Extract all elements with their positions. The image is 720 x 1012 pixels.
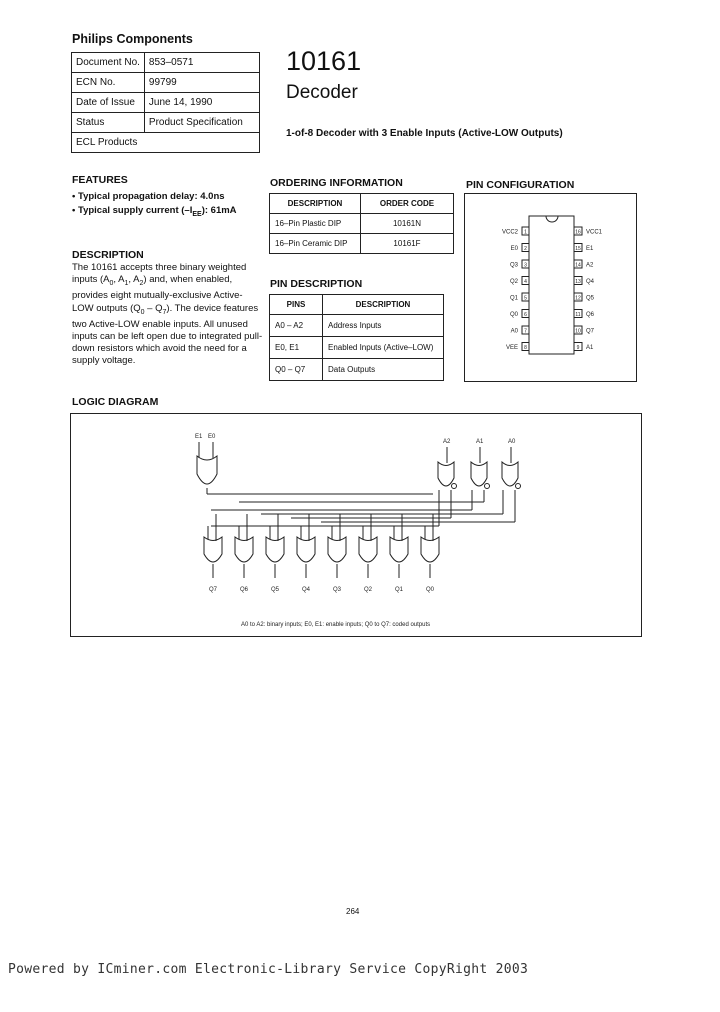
inversion-bubble	[485, 484, 490, 489]
feature-text: ): 61mA	[201, 205, 237, 216]
pin-number: 2	[524, 246, 527, 252]
table-cell: 16–Pin Plastic DIP	[270, 214, 361, 234]
table-cell: 10161N	[361, 214, 454, 234]
pin-number: 12	[575, 295, 581, 302]
logic-caption: A0 to A2: binary inputs; E0, E1: enable inputs; Q0 to Q7: coded outputs	[241, 622, 431, 628]
table-cell: Enabled Inputs (Active–LOW)	[323, 337, 444, 359]
pin-number: 8	[524, 345, 527, 351]
pin-name: Q2	[509, 279, 518, 285]
logic-diagram	[71, 414, 641, 636]
description-fragment: ) and, when enabled, provides eight mutually-exclusive Active-LOW outputs (Q	[72, 274, 243, 314]
doc-label: Date of Issue	[72, 93, 145, 113]
subtitle: 1-of-8 Decoder with 3 Enable Inputs (Active-LOW Outputs)	[286, 128, 563, 139]
pin-number: 6	[524, 312, 527, 318]
logic-heading: LOGIC DIAGRAM	[72, 396, 159, 408]
description-fragment: ). The device features two Active-LOW enable inputs. All unused inputs can be left open due to integrated pull-down resistors which avoid the need for a supply voltage.	[72, 302, 263, 367]
table-row	[270, 315, 444, 337]
subscript: EE	[192, 210, 202, 218]
ic-package	[529, 216, 574, 354]
pin-number: 5	[524, 295, 527, 302]
table-row	[72, 53, 260, 73]
or-gate	[438, 462, 454, 486]
column-header: ORDER CODE	[361, 194, 454, 214]
pin-number: 13	[575, 279, 581, 285]
doc-value: Product Specification	[144, 113, 259, 133]
features-heading: FEATURES	[72, 174, 128, 186]
column-header: DESCRIPTION	[270, 194, 361, 214]
inversion-bubble	[452, 484, 457, 489]
pin-config-box	[464, 193, 637, 382]
footer-copyright: Powered by ICminer.com Electronic-Library Service CopyRight 2003	[8, 962, 529, 977]
address-label: A0	[508, 439, 516, 445]
description-fragment: , A	[113, 274, 125, 286]
pin-config-heading: PIN CONFIGURATION	[466, 179, 575, 191]
pin-description-table	[269, 294, 444, 381]
description-heading: DESCRIPTION	[72, 249, 144, 261]
table-row	[270, 214, 454, 234]
pin-name: Q4	[586, 279, 595, 285]
nor-gate	[266, 537, 284, 562]
doc-value: June 14, 1990	[144, 93, 259, 113]
address-label: A1	[476, 439, 484, 445]
pin-number: 16	[575, 229, 581, 236]
pin-name: Q0	[509, 312, 518, 318]
pin-diagram	[465, 194, 636, 381]
part-number: 10161	[286, 46, 362, 76]
pin-name: VCC1	[586, 229, 603, 236]
output-label: Q6	[240, 587, 249, 593]
pin-number: 11	[575, 312, 581, 318]
pin-name: VCC2	[501, 229, 518, 236]
pin-name: Q7	[586, 328, 595, 335]
pin-number: 4	[524, 279, 527, 285]
description-text: The 10161 accepts three binary weighted inputs ($A_0$, $A_1$, $A_2$) and, when enabled, provides eight mutually-exclusive Active-LOW outputs $(Q_0 - Q_7)$. The device features two Active-LOW enable inputs. All unused inputs can be left open due to integrated pull-down resistors which avoid the need for a supply voltage.	[72, 262, 263, 367]
document-info-table	[71, 52, 260, 153]
pin-name: E1	[586, 246, 594, 252]
table-row	[72, 113, 260, 133]
nor-gate	[204, 537, 222, 562]
table-cell: Data Outputs	[323, 359, 444, 381]
table-cell: 16–Pin Ceramic DIP	[270, 234, 361, 254]
enable-label: E0	[208, 434, 216, 440]
pin-number: 3	[524, 262, 527, 269]
pin-number: 10	[575, 328, 581, 335]
pin-name: A2	[586, 262, 594, 269]
part-name: Decoder	[286, 82, 358, 103]
table-row	[270, 295, 444, 315]
features-list	[72, 190, 237, 222]
table-row	[72, 93, 260, 113]
feature-text: Typical supply current (–I	[77, 205, 193, 216]
table-row	[270, 234, 454, 254]
table-row	[270, 194, 454, 214]
doc-label: ECN No.	[72, 73, 145, 93]
list-item: • Typical propagation delay: 4.0ns	[72, 191, 225, 202]
column-header: DESCRIPTION	[323, 295, 444, 315]
pin-name: Q5	[586, 295, 595, 302]
pin-name: VEE	[505, 345, 518, 351]
doc-value: 853–0571	[144, 53, 259, 73]
pin-number: 7	[524, 328, 527, 335]
table-row	[72, 73, 260, 93]
output-label: Q4	[302, 587, 311, 593]
output-label: Q0	[426, 587, 435, 593]
table-cell: A0 – A2	[270, 315, 323, 337]
product-line: ECL Products	[72, 133, 260, 153]
pin-description-heading: PIN DESCRIPTION	[270, 278, 363, 290]
doc-label: Status	[72, 113, 145, 133]
pin-name: A1	[586, 345, 594, 351]
description-fragment: – Q	[144, 302, 163, 314]
list-item: • Typical supply current $(-I_{EE})$: 61mA	[72, 205, 237, 218]
description-fragment: , A	[128, 274, 140, 286]
table-cell: Address Inputs	[323, 315, 444, 337]
enable-label: E1	[195, 434, 203, 440]
nor-gate	[297, 537, 315, 562]
pin-number: 15	[575, 246, 581, 252]
logic-diagram-box	[70, 413, 642, 637]
description-fragment: The 10161 accepts three binary weighted inputs (A	[72, 262, 247, 286]
pin-name: Q3	[509, 262, 518, 269]
pin-number: 14	[575, 262, 581, 269]
output-label: Q5	[271, 587, 280, 593]
output-label: Q2	[364, 587, 373, 593]
table-cell: 10161F	[361, 234, 454, 254]
pin-name: Q6	[586, 312, 595, 318]
output-label: Q3	[333, 587, 342, 593]
feature-text: Typical propagation delay: 4.0ns	[77, 191, 225, 202]
inversion-bubble	[516, 484, 521, 489]
table-row	[72, 133, 260, 153]
pin-name: A0	[510, 328, 518, 335]
pin-number: 9	[576, 345, 580, 351]
or-gate	[502, 462, 518, 486]
output-label: Q7	[209, 587, 218, 593]
or-gate	[197, 456, 217, 484]
address-label: A2	[443, 439, 451, 445]
pin-name: E0	[510, 246, 518, 252]
table-cell: Q0 – Q7	[270, 359, 323, 381]
nor-gate	[328, 537, 346, 562]
nor-gate	[390, 537, 408, 562]
page-number: 264	[346, 907, 360, 916]
company-name: Philips Components	[72, 32, 193, 46]
nor-gate	[421, 537, 439, 562]
nor-gate	[235, 537, 253, 562]
ordering-heading: ORDERING INFORMATION	[270, 177, 403, 189]
output-label: Q1	[395, 587, 404, 593]
or-gate	[471, 462, 487, 486]
nor-gate	[359, 537, 377, 562]
table-cell: E0, E1	[270, 337, 323, 359]
pin-name: Q1	[509, 295, 518, 302]
column-header: PINS	[270, 295, 323, 315]
pin-number: 1	[524, 229, 527, 236]
ordering-table	[269, 193, 454, 254]
doc-label: Document No.	[72, 53, 145, 73]
doc-value: 99799	[144, 73, 259, 93]
table-row	[270, 359, 444, 381]
table-row	[270, 337, 444, 359]
